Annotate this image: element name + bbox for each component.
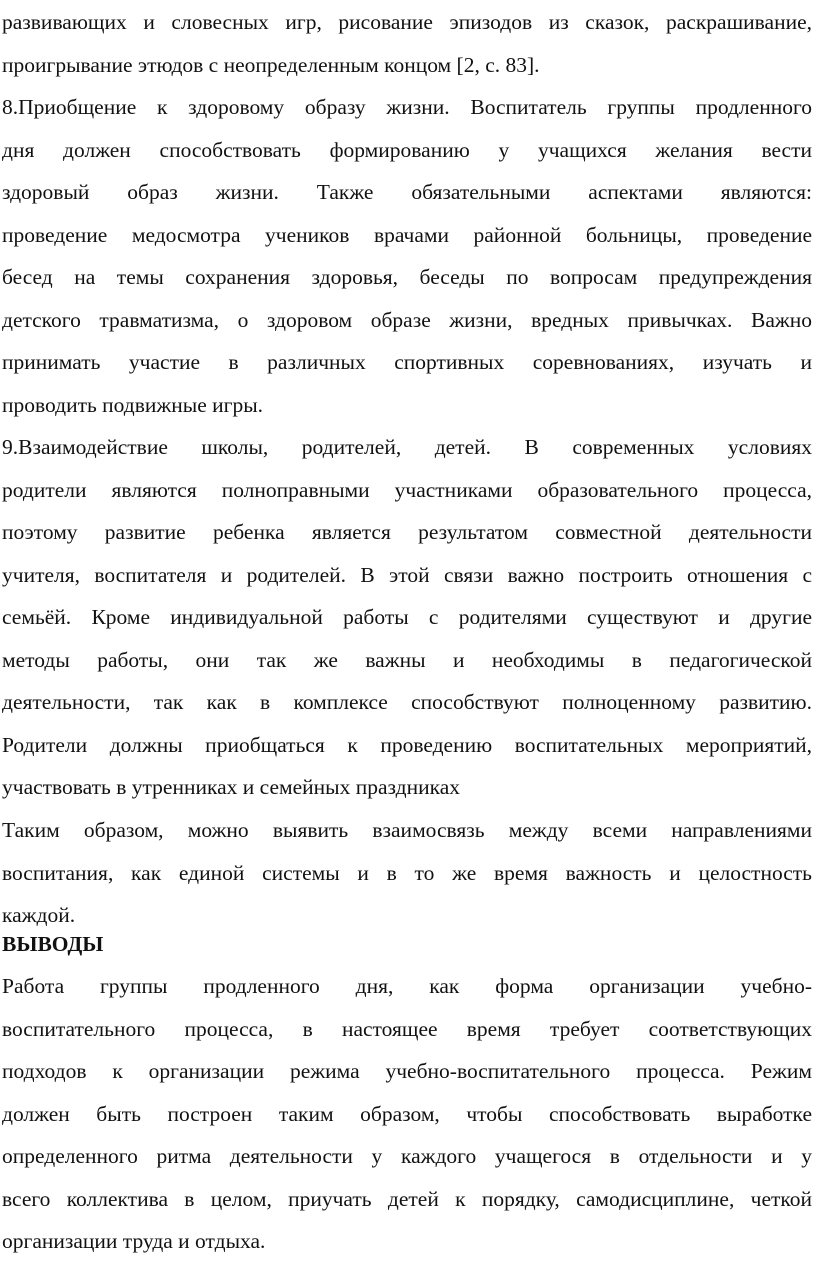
text-line: определенного ритма деятельности у каждого учащегося в отдельности и у bbox=[2, 1144, 812, 1168]
text-line: проведение медосмотра учеников врачами районной больницы, проведение bbox=[2, 222, 812, 247]
text-line: воспитательного процесса, в настоящее время требует соответствующих bbox=[2, 1016, 812, 1041]
text-line: организации труда и отдыха. bbox=[2, 1229, 266, 1253]
section-heading: ВЫВОДЫ bbox=[2, 932, 104, 956]
text-line: участвовать в утренниках и семейных праздниках bbox=[2, 775, 460, 799]
text-line: подходов к организации режима учебно-воспитательного процесса. Режим bbox=[2, 1059, 812, 1083]
text-line: всего коллектива в целом, приучать детей к порядку, самодисциплине, четкой bbox=[2, 1186, 812, 1211]
text-line: воспитания, как единой системы и в то же время важность и целостность bbox=[2, 860, 812, 885]
text-line: методы работы, они так же важны и необходимы в педагогической bbox=[2, 647, 812, 672]
paragraph-intro-end bbox=[2, 1, 812, 86]
text-line: здоровый образ жизни. Также обязательными аспектами являются: bbox=[2, 180, 812, 204]
paragraph-item-8 bbox=[2, 86, 812, 426]
text-line: 8.Приобщение к здоровому образу жизни. Воспитатель группы продленного bbox=[2, 95, 812, 119]
text-line: семьёй. Кроме индивидуальной работы с родителями существуют и другие bbox=[2, 605, 812, 629]
text-line: Таким образом, можно выявить взаимосвязь между всеми направлениями bbox=[2, 818, 812, 842]
paragraph-summary bbox=[2, 809, 812, 937]
text-line: каждой. bbox=[2, 903, 76, 927]
text-line: проигрывание этюдов с неопределенным концом [2, с. 83]. bbox=[2, 52, 540, 77]
text-line: деятельности, так как в комплексе способствуют полноценному развитию. bbox=[2, 690, 812, 714]
text-line: 9.Взаимодействие школы, родителей, детей. В современных условиях bbox=[2, 435, 812, 459]
text-line: должен быть построен таким образом, чтобы способствовать выработке bbox=[2, 1101, 812, 1126]
text-line: принимать участие в различных спортивных соревнованиях, изучать и bbox=[2, 350, 812, 374]
text-line: детского травматизма, о здоровом образе жизни, вредных привычках. Важно bbox=[2, 307, 812, 332]
text-line: родители являются полноправными участниками образовательного процесса, bbox=[2, 477, 812, 502]
text-line: Родители должны приобщаться к проведению воспитательных мероприятий, bbox=[2, 732, 812, 757]
text-line: бесед на темы сохранения здоровья, беседы по вопросам предупреждения bbox=[2, 265, 812, 289]
text-line: учителя, воспитателя и родителей. В этой связи важно построить отношения с bbox=[2, 562, 812, 587]
text-line: проводить подвижные игры. bbox=[2, 392, 264, 417]
paragraph-conclusion bbox=[2, 965, 812, 1263]
text-line: поэтому развитие ребенка является результатом совместной деятельности bbox=[2, 520, 812, 544]
text-line: развивающих и словесных игр, рисование эпизодов из сказок, раскрашивание, bbox=[2, 10, 812, 34]
paragraph-item-9 bbox=[2, 426, 812, 809]
text-line: дня должен способствовать формированию у учащихся желания вести bbox=[2, 137, 812, 162]
text-line: Работа группы продленного дня, как форма организации учебно- bbox=[2, 974, 812, 998]
